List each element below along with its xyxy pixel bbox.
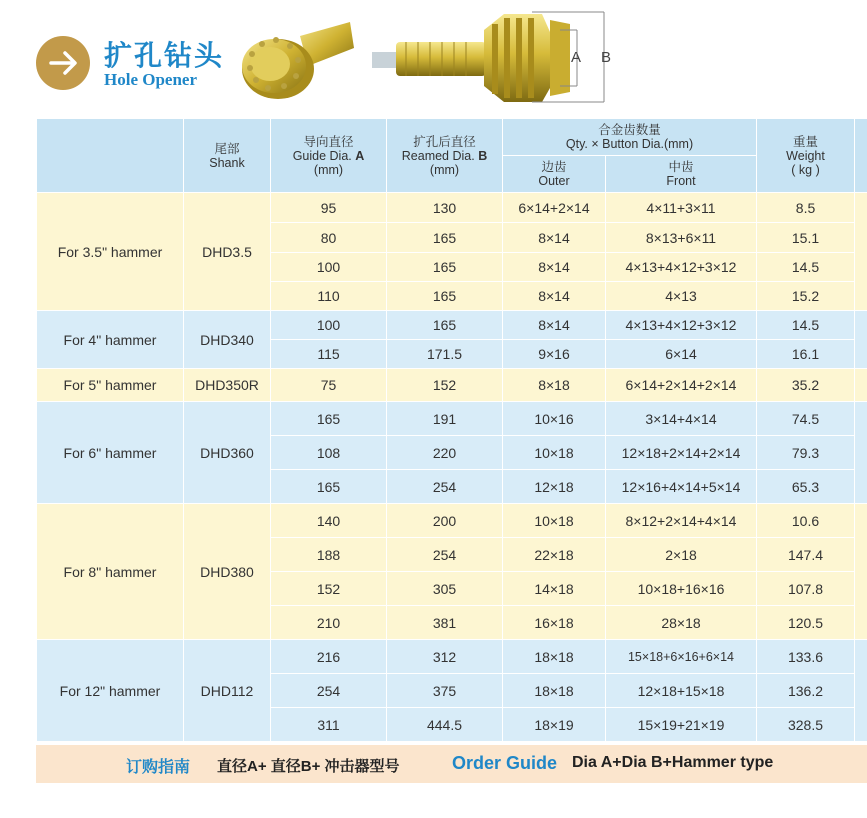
- header-front-cn: 中齿: [668, 160, 694, 174]
- guide-cell: 210: [271, 606, 387, 640]
- reamed-cell: 312: [387, 640, 503, 674]
- reamed-cell: 165: [387, 311, 503, 340]
- guide-cell: 140: [271, 504, 387, 538]
- reamed-cell: 200: [387, 504, 503, 538]
- shank-cell: DHD3.5: [184, 193, 271, 311]
- header-outer: [503, 156, 606, 193]
- hammer-cell: For 12" hammer: [37, 640, 184, 742]
- header-qty-cn: 合金齿数量: [598, 123, 661, 137]
- weight-cell: 14.5: [757, 311, 855, 340]
- outer-cell: 8×18: [503, 369, 606, 402]
- guide-cell: 100: [271, 253, 387, 282]
- weight-cell: 147.4: [757, 538, 855, 572]
- weight-cell: 120.5: [757, 606, 855, 640]
- reamed-cell: 152: [387, 369, 503, 402]
- header-guide-letter: A: [355, 148, 365, 163]
- guide-cell: 115: [271, 340, 387, 369]
- weight-cell: 35.2: [757, 369, 855, 402]
- weight-cell: 8.5: [757, 193, 855, 223]
- header-outer-cn: 边齿: [541, 160, 567, 174]
- header-weight-en: Weight: [786, 148, 825, 163]
- guide-cell: 110: [271, 282, 387, 311]
- guide-cell: 165: [271, 470, 387, 504]
- reamed-cell: 444.5: [387, 708, 503, 742]
- front-cell: 12×18+15×18: [606, 674, 757, 708]
- guide-cell: 311: [271, 708, 387, 742]
- front-cell: 15×19+21×19: [606, 708, 757, 742]
- front-cell: 28×18: [606, 606, 757, 640]
- outer-cell: 12×18: [503, 470, 606, 504]
- weight-cell: 65.3: [757, 470, 855, 504]
- dimension-label-a: A: [571, 49, 582, 66]
- header-qty: [503, 119, 757, 156]
- hammer-cell: For 8" hammer: [37, 504, 184, 640]
- reamed-cell: 171.5: [387, 340, 503, 369]
- outer-cell: 9×16: [503, 340, 606, 369]
- header-reamed-en: Reamed Dia.: [401, 148, 475, 163]
- page-header: [0, 0, 867, 115]
- reamed-cell: 165: [387, 253, 503, 282]
- order-formula-cn: 直径A+ 直径B+ 冲击器型号: [217, 758, 400, 775]
- spec-table: [36, 118, 867, 742]
- edge-cell: [855, 504, 867, 640]
- front-cell: 2×18: [606, 538, 757, 572]
- outer-cell: 10×16: [503, 402, 606, 436]
- outer-cell: 18×18: [503, 674, 606, 708]
- front-cell: 3×14+4×14: [606, 402, 757, 436]
- reamed-cell: 220: [387, 436, 503, 470]
- weight-cell: 133.6: [757, 640, 855, 674]
- order-guide-en: Order Guide: [452, 753, 558, 773]
- order-guide-cn: 订购指南: [126, 759, 191, 776]
- front-cell: 4×13: [606, 282, 757, 311]
- front-cell: 6×14+2×14+2×14: [606, 369, 757, 402]
- reamed-cell: 305: [387, 572, 503, 606]
- table-row: [37, 193, 867, 223]
- weight-cell: 79.3: [757, 436, 855, 470]
- table-row: [37, 640, 867, 674]
- outer-cell: 8×14: [503, 253, 606, 282]
- guide-cell: 165: [271, 402, 387, 436]
- guide-cell: 108: [271, 436, 387, 470]
- header-guide-unit: (mm): [313, 162, 344, 177]
- edge-cell: [855, 640, 867, 742]
- reamed-cell: 191: [387, 402, 503, 436]
- shank-cell: DHD340: [184, 311, 271, 369]
- outer-cell: 8×14: [503, 282, 606, 311]
- guide-cell: 80: [271, 223, 387, 253]
- header-reamed: [387, 119, 503, 193]
- front-cell: 8×13+6×11: [606, 223, 757, 253]
- edge-cell: [855, 369, 867, 402]
- hammer-cell: For 4" hammer: [37, 311, 184, 369]
- reamed-cell: 165: [387, 223, 503, 253]
- reamed-cell: 254: [387, 470, 503, 504]
- header-shank: [184, 119, 271, 193]
- outer-cell: 10×18: [503, 504, 606, 538]
- header-edge: [855, 119, 867, 193]
- weight-cell: 15.2: [757, 282, 855, 311]
- page-title-en: Hole Opener: [104, 70, 198, 89]
- reamed-cell: 165: [387, 282, 503, 311]
- header-guide-cn: 导向直径: [303, 134, 354, 149]
- guide-cell: 216: [271, 640, 387, 674]
- weight-cell: 136.2: [757, 674, 855, 708]
- dimension-label-b: B: [601, 49, 612, 66]
- outer-cell: 14×18: [503, 572, 606, 606]
- order-formula-en: Dia A+Dia B+Hammer type: [572, 754, 774, 771]
- edge-cell: [855, 402, 867, 504]
- outer-cell: 16×18: [503, 606, 606, 640]
- header-reamed-cn: 扩孔后直径: [413, 134, 476, 149]
- header-weight-unit: ( kg ): [791, 162, 820, 177]
- outer-cell: 22×18: [503, 538, 606, 572]
- guide-cell: 100: [271, 311, 387, 340]
- weight-cell: 15.1: [757, 223, 855, 253]
- header-reamed-unit: (mm): [429, 162, 460, 177]
- outer-cell: 8×14: [503, 311, 606, 340]
- header-hammer: [37, 119, 184, 193]
- outer-cell: 10×18: [503, 436, 606, 470]
- front-cell: 10×18+16×16: [606, 572, 757, 606]
- edge-cell: [855, 311, 867, 369]
- guide-cell: 152: [271, 572, 387, 606]
- guide-cell: 95: [271, 193, 387, 223]
- header-weight-cn: 重量: [793, 134, 819, 149]
- order-guide-bar: [36, 745, 867, 783]
- hammer-cell: For 3.5" hammer: [37, 193, 184, 311]
- weight-cell: 107.8: [757, 572, 855, 606]
- guide-cell: 75: [271, 369, 387, 402]
- front-cell: 4×13+4×12+3×12: [606, 253, 757, 282]
- front-cell: 15×18+6×16+6×14: [606, 640, 757, 674]
- reamed-cell: 381: [387, 606, 503, 640]
- outer-cell: 18×18: [503, 640, 606, 674]
- header-front: [606, 156, 757, 193]
- front-cell: 12×16+4×14+5×14: [606, 470, 757, 504]
- hammer-cell: For 6" hammer: [37, 402, 184, 504]
- shank-cell: DHD380: [184, 504, 271, 640]
- header-outer-en: Outer: [538, 174, 570, 188]
- shank-cell: DHD112: [184, 640, 271, 742]
- header-front-en: Front: [666, 174, 696, 188]
- guide-cell: 254: [271, 674, 387, 708]
- header-shank-cn: 尾部: [214, 141, 240, 156]
- weight-cell: 16.1: [757, 340, 855, 369]
- shank-cell: DHD360: [184, 402, 271, 504]
- weight-cell: 328.5: [757, 708, 855, 742]
- table-row: [37, 369, 867, 402]
- weight-cell: 10.6: [757, 504, 855, 538]
- header-shank-en: Shank: [209, 155, 245, 170]
- header-guide-en: Guide Dia.: [292, 148, 352, 163]
- header-qty-en: Qty. × Button Dia.(mm): [565, 137, 694, 151]
- reamed-cell: 375: [387, 674, 503, 708]
- front-cell: 6×14: [606, 340, 757, 369]
- header-weight: [757, 119, 855, 193]
- table-row: [37, 311, 867, 340]
- hammer-cell: For 5" hammer: [37, 369, 184, 402]
- reamed-cell: 254: [387, 538, 503, 572]
- hole-opener-front-image: [238, 14, 358, 104]
- edge-cell: [855, 193, 867, 311]
- header-guide: [271, 119, 387, 193]
- outer-cell: 8×14: [503, 223, 606, 253]
- outer-cell: 6×14+2×14: [503, 193, 606, 223]
- outer-cell: 18×19: [503, 708, 606, 742]
- page-title-cn: 扩孔钻头: [104, 39, 225, 72]
- guide-cell: 188: [271, 538, 387, 572]
- arrow-right-icon: [36, 36, 90, 90]
- front-cell: 12×18+2×14+2×14: [606, 436, 757, 470]
- reamed-cell: 130: [387, 193, 503, 223]
- table-row: [37, 402, 867, 436]
- header-reamed-letter: B: [478, 148, 488, 163]
- weight-cell: 74.5: [757, 402, 855, 436]
- front-cell: 8×12+2×14+4×14: [606, 504, 757, 538]
- front-cell: 4×13+4×12+3×12: [606, 311, 757, 340]
- weight-cell: 14.5: [757, 253, 855, 282]
- front-cell: 4×11+3×11: [606, 193, 757, 223]
- table-row: [37, 504, 867, 538]
- shank-cell: DHD350R: [184, 369, 271, 402]
